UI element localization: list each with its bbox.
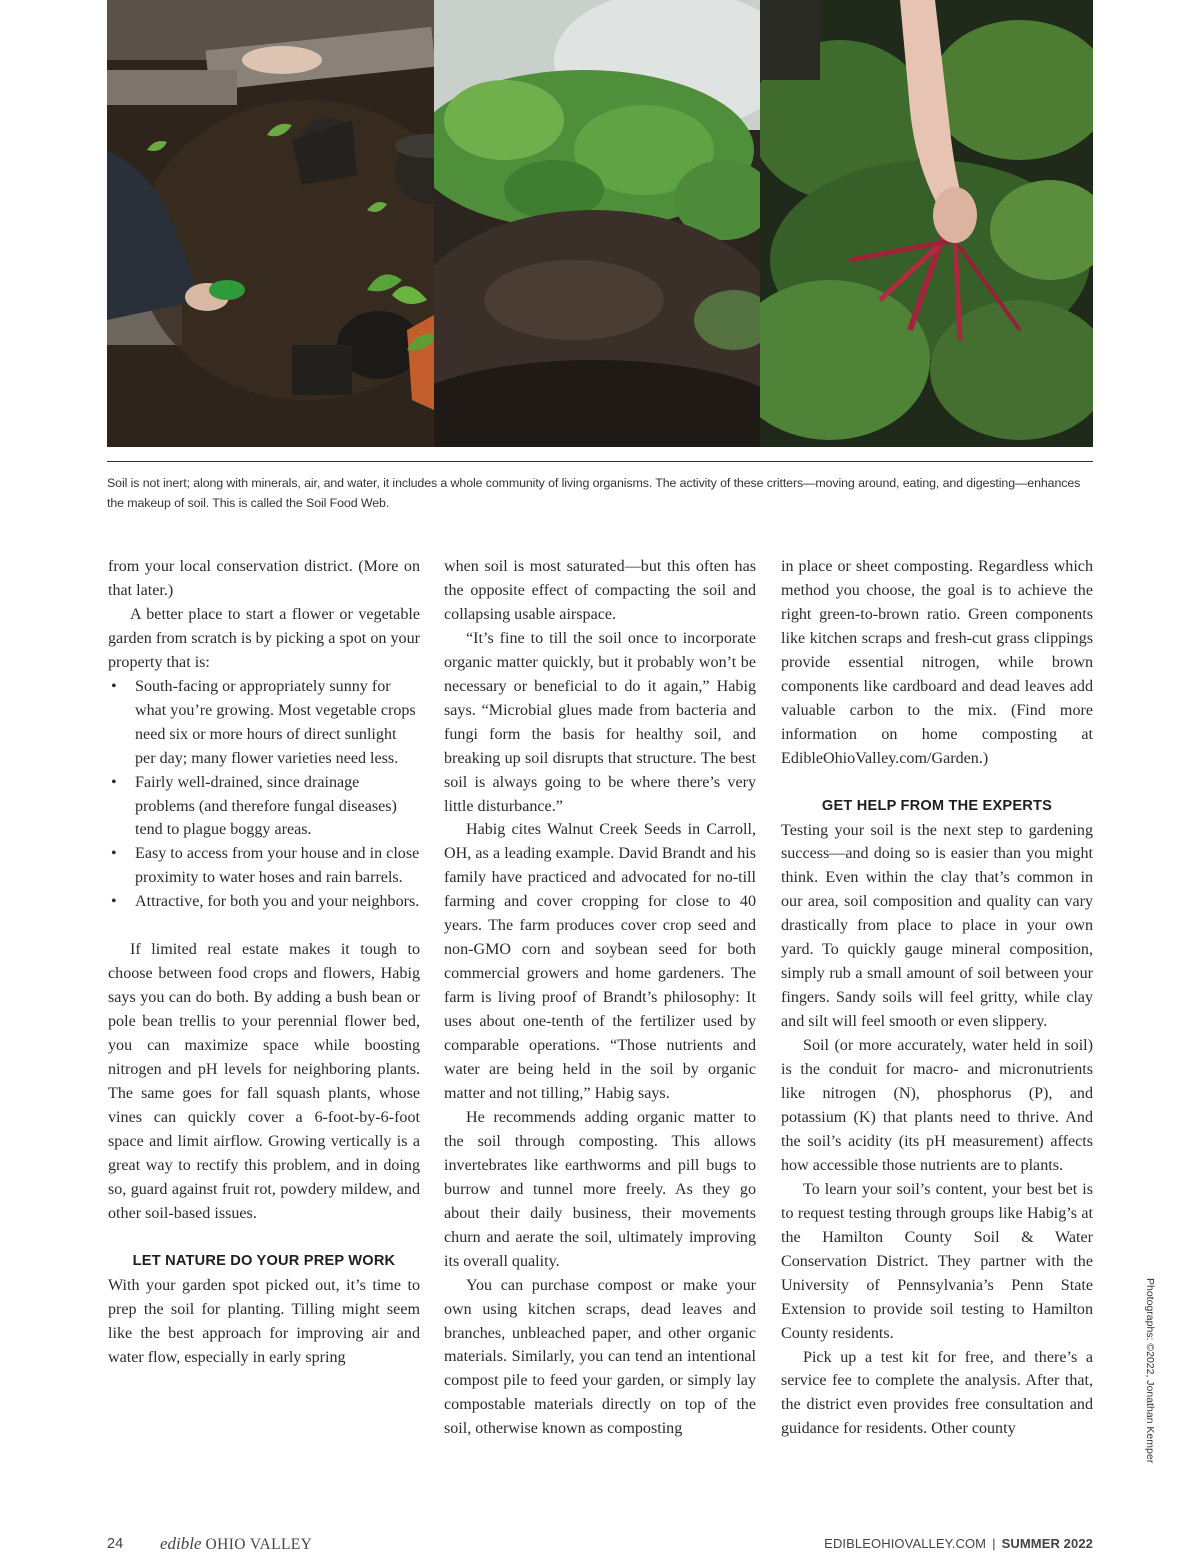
paragraph: Testing your soil is the next step to gardening success—and doing so is easier than you might think. Even within the clay that’s common in our area, soil composition and quality can vary drastically from place to place in your own yard. To quickly gauge mineral composition, simply rub a small amount of soil between your fingers. Sandy soils will feel gritty, while clay and silt will feel smooth or even slippery. [781,821,1093,1031]
photo-seedlings [107,0,434,447]
list-item: • Easy to access from your house and in close proximity to water hoses and rain barrels. [108,842,420,890]
photo-strip [107,0,1093,447]
magazine-region: OHIO VALLEY [205,1536,313,1553]
paragraph: He recommends adding organic matter to the soil through composting. This allows invertebrates like earthworms and pill bugs to burrow and tunnel more freely. As they go about their daily business, their movements churn and aerate the soil, ultimately improving its overall quality. [444,1108,756,1270]
column-3 [781,555,1093,1441]
list-item: • South-facing or appropriately sunny for what you’re growing. Most vegetable crops need six or more hours of direct sunlight per day; many flower varieties need less. [108,675,420,771]
photo-potato-plants [434,0,760,447]
paragraph: Soil (or more accurately, water held in soil) is the conduit for macro- and micronutrients like nitrogen (N), phosphorus (P), and potassium (K) that plants need to thrive. And the soil’s acidity (its pH measurement) affects how accessible those nutrients are to plants. [781,1037,1093,1174]
magazine-name [160,1535,312,1554]
photo-rhubarb [760,0,1093,447]
photo-credit: Photographs: ©2022, Jonathan Kemper [1144,1278,1156,1464]
site-criteria-list [108,675,420,915]
paragraph: in place or sheet composting. Regardless which method you choose, the goal is to achieve the right green-to-brown ratio. Green components like kitchen scraps and fresh-cut grass clippings provide essential nitrogen, while brown components like cardboard and dead leaves add valuable carbon to the mix. (Find more information on home composting at EdibleOhioValley.com/Garden.) [781,558,1093,767]
issue-label: SUMMER 2022 [1001,1536,1093,1551]
paragraph: Pick up a test kit for free, and there’s a service fee to complete the analysis. After that, the district even provides free consultation and guidance for residents. Other county [781,1348,1093,1438]
footer-site-issue [824,1535,1093,1553]
paragraph: If limited real estate makes it tough to choose between food crops and flowers, Habig says you can do both. By adding a bush bean or pole bean trellis to your perennial flower bed, you can maximize space while boosting nitrogen and pH levels for neighboring plants. The same goes for fall squash plants, whose vines can quickly cover a 6-foot-by-6-foot space and limit airflow. Growing vertically is a great way to rectify this problem, and in doing so, guard against fruit rot, powdery mildew, and other soil-based issues. [108,941,420,1222]
paragraph: To learn your soil’s content, your best bet is to request testing through groups like Habig’s at the Hamilton County Soil & Water Conservation District. They partner with the University of Pennsylvania’s Penn State Extension to provide soil testing to Hamilton County residents. [781,1180,1093,1342]
photo-caption: Soil is not inert; along with minerals, air, and water, it includes a whole community of living organisms. The activity of these critters—moving around, eating, and digesting—enhances the makeup of soil. This is called the Soil Food Web. [107,476,1081,510]
section-heading: GET HELP FROM THE EXPERTS [821,797,1053,814]
column-1 [108,555,420,1370]
footer-separator: | [992,1536,996,1551]
section-heading: LET NATURE DO YOUR PREP WORK [132,1252,396,1269]
magazine-edible: edible [160,1534,202,1553]
paragraph: when soil is most saturated—but this often has the opposite effect of compacting the soil and collapsing usable airspace. [444,558,756,623]
paragraph: Habig cites Walnut Creek Seeds in Carroll, OH, as a leading example. David Brandt and his family have practiced and advocated for no-till farming and cover cropping for close to 40 years. The farm produces cover crop seed and non-GMO corn and soybean seed for both commercial growers and home gardeners. The farm is living proof of Brandt’s philosophy: It uses about one-tenth of the fertilizer used by comparable operations. “Those nutrients and water are being held in the soil by organic matter and not tilling,” Habig says. [444,821,756,1102]
paragraph: You can purchase compost or make your own using kitchen scraps, dead leaves and branches, unbleached paper, and other organic materials. Similarly, you can tend an intentional compost pile to feed your garden, or simply lay compostable materials directly on top of the soil, otherwise known as composting [444,1276,756,1438]
column-2 [444,555,756,1441]
list-item: • Attractive, for both you and your neighbors. [108,890,420,914]
website: EDIBLEOHIOVALLEY.COM [824,1536,987,1551]
page-number: 24 [107,1536,124,1552]
caption-rule [107,461,1093,462]
paragraph: A better place to start a flower or vegetable garden from scratch is by picking a spot on your property that is: [108,605,420,671]
paragraph: With your garden spot picked out, it’s time to prep the soil for planting. Tilling might seem like the best approach for improving air and water flow, especially in early spring [108,1276,420,1366]
paragraph: “It’s fine to till the soil once to incorporate organic matter quickly, but it probably won’t be necessary or beneficial to do it again,” Habig says. “Microbial glues made from bacteria and fungi form the basis for healthy soil, and breaking up soil disrupts that structure. The best soil is always going to be where there’s very little disturbance.” [444,629,756,815]
list-item: • Fairly well-drained, since drainage problems (and therefore fungal diseases) tend to plague boggy areas. [108,771,420,843]
paragraph: from your local conservation district. (More on that later.) [108,558,420,599]
